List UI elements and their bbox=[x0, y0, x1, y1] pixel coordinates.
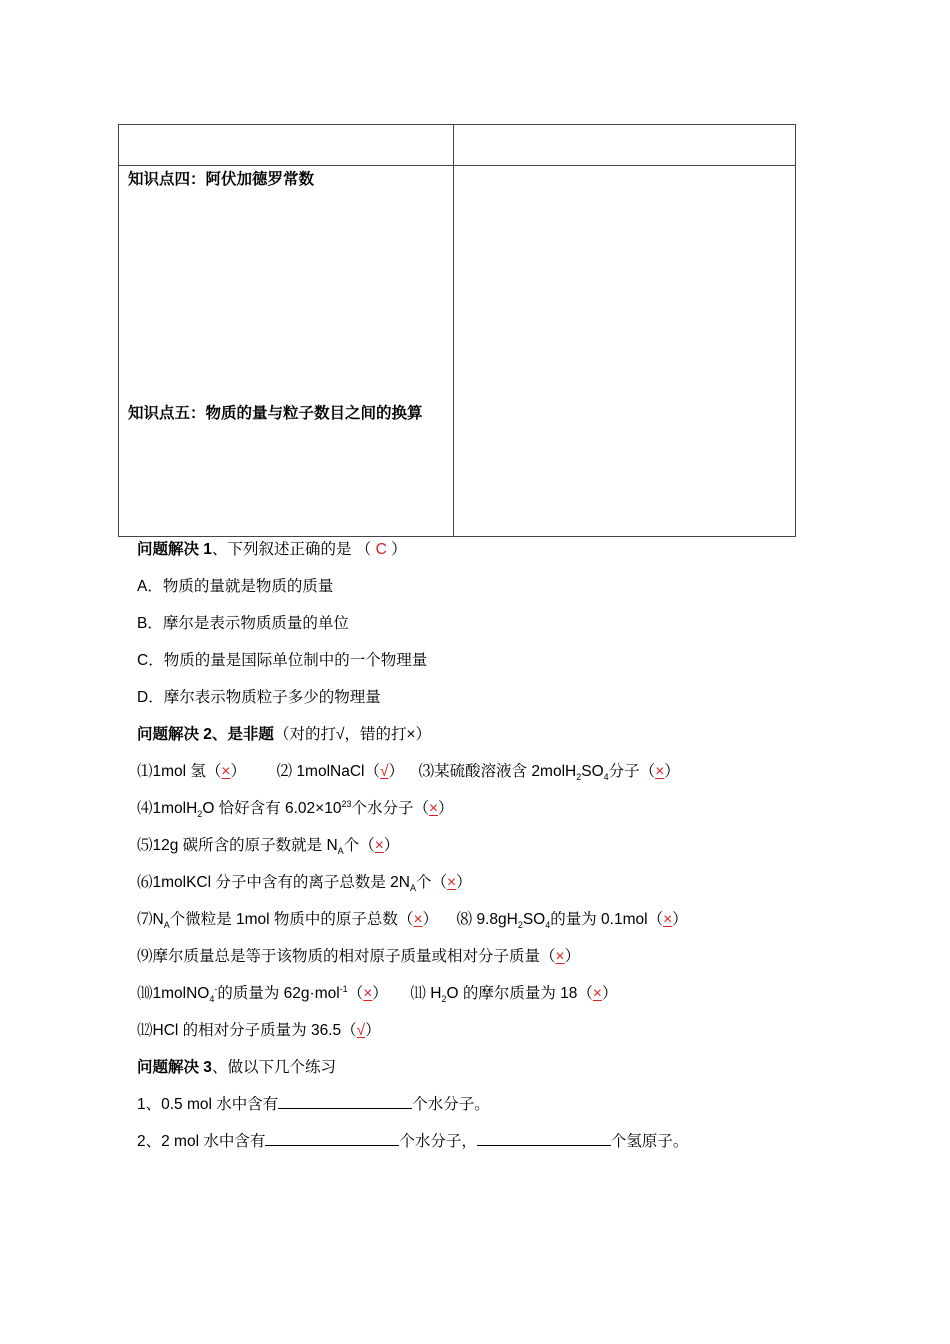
q3-title: 问题解决 3、做以下几个练习 bbox=[137, 1059, 336, 1076]
q3-exercise-1: 1、0.5 mol 水中含有 个水分子。 bbox=[137, 1096, 490, 1113]
q2-item-6: ⑹1molKCl 分子中含有的离子总数是 $2N_A$个（×） bbox=[137, 874, 472, 894]
notes-table bbox=[118, 124, 796, 537]
knowledge-point-4-title: 知识点四：阿伏加德罗常数 bbox=[128, 171, 315, 188]
table-divider-vertical bbox=[453, 125, 454, 536]
q2-item-4: ⑷1molH$_2$O 恰好含有 $6.02\times 10^{23}$个水分子（×） bbox=[137, 798, 454, 820]
q2-title: 问题解决 2、是非题（对的打√，错的打×） bbox=[137, 726, 431, 743]
q1-option-c: C．物质的量是国际单位制中的一个物理量 bbox=[137, 652, 428, 669]
q2-row-1: ⑴1mol 氢（×） ⑵ 1molNaCl（√） ⑶某硫酸溶液含 $2molH_2SO_4$分子（×） bbox=[137, 763, 680, 783]
q1-option-b: B．摩尔是表示物质质量的单位 bbox=[137, 615, 349, 632]
q2-row-10-11: ⑽1molNO$_4$-的质量为 62g·mol$^{-1}$（×） ⑾ $H_2O$ 的摩尔质量为 18（×） bbox=[137, 983, 618, 1005]
table-divider-horizontal bbox=[119, 165, 795, 166]
q1-option-a: A．物质的量就是物质的质量 bbox=[137, 578, 334, 595]
q1-stem: 问题解决 1、下列叙述正确的是 （ C ） bbox=[137, 541, 407, 558]
q2-row-7-8: $⑺N_A$个微粒是 1mol 物质中的原子总数（×） ⑻ $9.8gH_2SO_4$的量为 0.1mol（×） bbox=[137, 911, 688, 931]
answer-blank[interactable] bbox=[477, 1131, 611, 1146]
q2-item-5: ⑸12g 碳所含的原子数就是 $N_A$个（×） bbox=[137, 837, 400, 857]
q3-exercise-2: 2、2 mol 水中含有 个水分子， 个氢原子。 bbox=[137, 1133, 689, 1150]
q1-answer: C bbox=[375, 541, 387, 558]
answer-blank[interactable] bbox=[278, 1094, 412, 1109]
answer-blank[interactable] bbox=[265, 1131, 399, 1146]
q2-item-9: ⑼摩尔质量总是等于该物质的相对原子质量或相对分子质量（×） bbox=[137, 948, 581, 965]
q2-item-12: ⑿HCl 的相对分子质量为 36.5（√） bbox=[137, 1022, 381, 1039]
knowledge-point-5-title: 知识点五：物质的量与粒子数目之间的换算 bbox=[128, 405, 423, 422]
q1-option-d: D．摩尔表示物质粒子多少的物理量 bbox=[137, 689, 381, 706]
